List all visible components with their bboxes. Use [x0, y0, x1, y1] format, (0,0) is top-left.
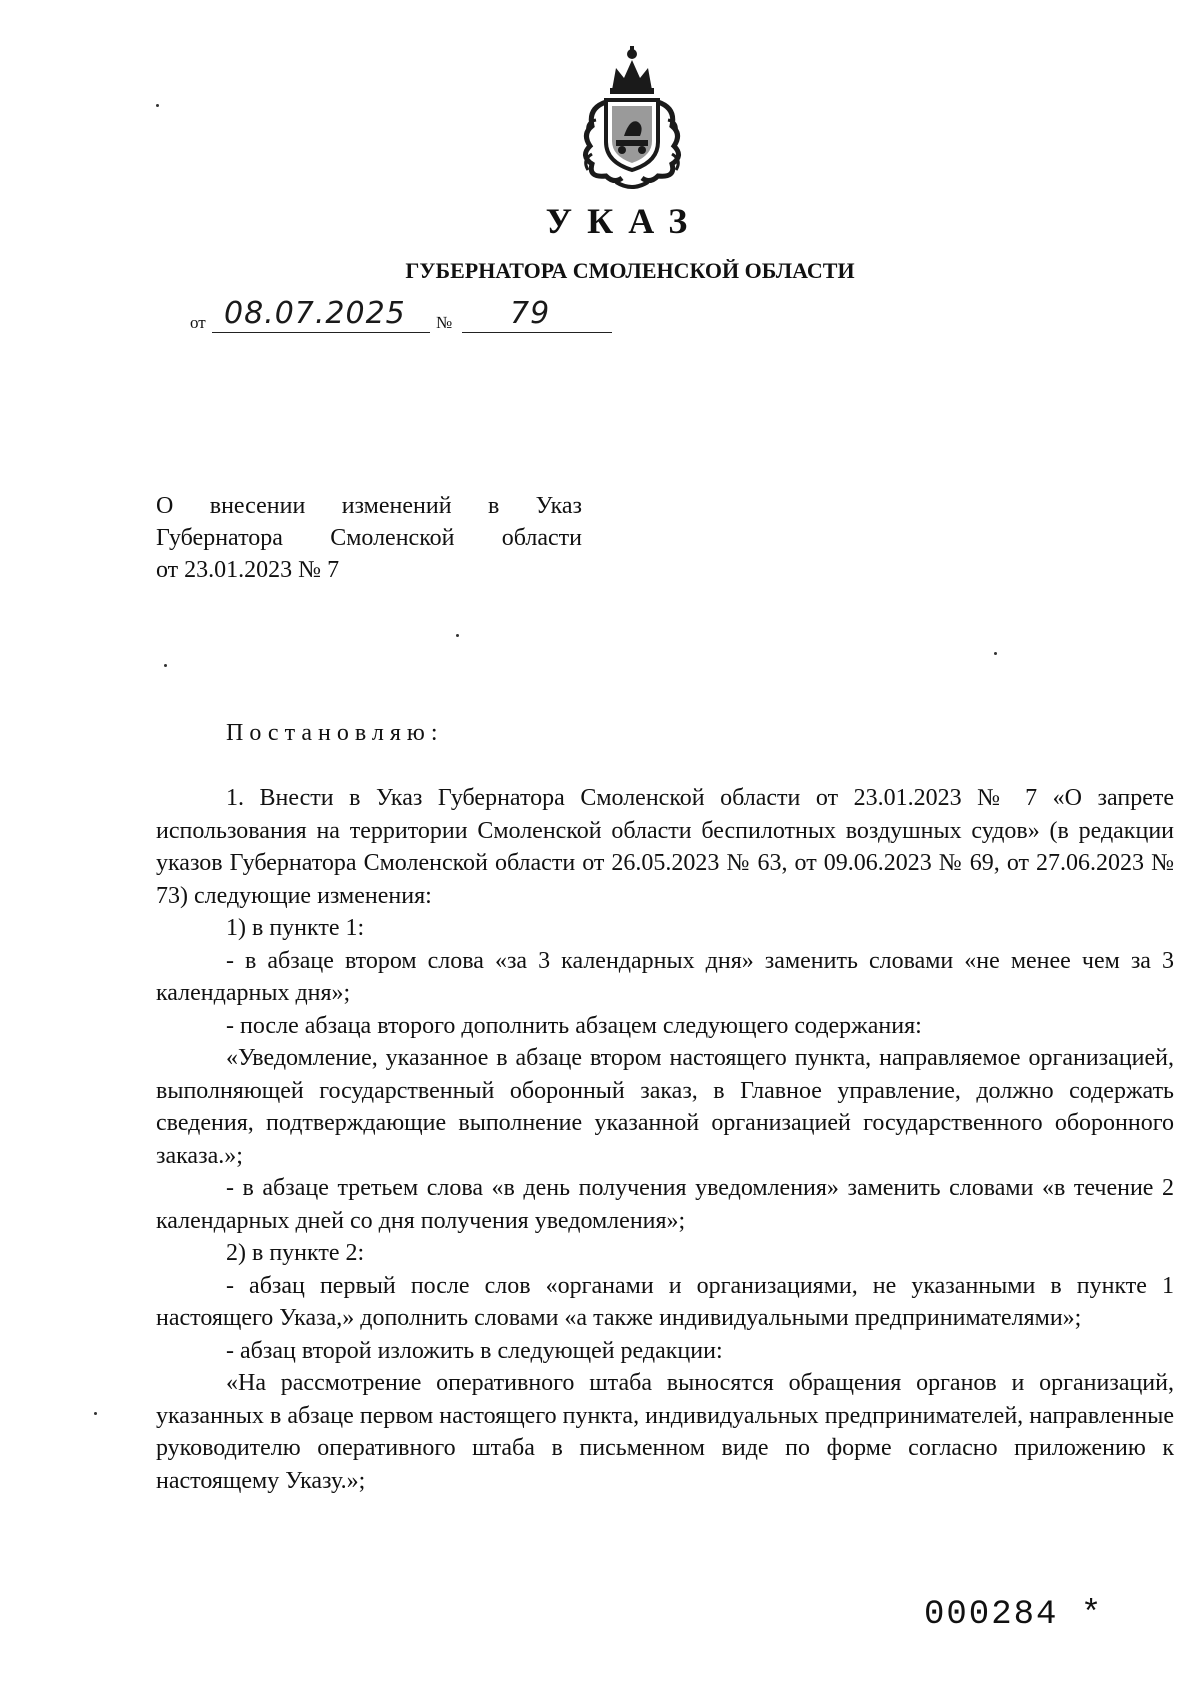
scan-speck — [994, 652, 997, 655]
body-paragraph: 2) в пункте 2: — [226, 1240, 365, 1266]
decree-title: УКАЗ — [545, 201, 703, 241]
body-paragraph: 1. Внести в Указ Губернатора Смоленской области от 23.01.2023 № 7 «О запрете использования на территории Смоленской области беспилотных воздушных судов» (в редакции указов Губернатора Смоленской области от 26.05.2023 № 63, от 09.06.2023 № 69, от 27.06.2023 № 73) следующие изменения: — [156, 785, 1174, 909]
heading-line: Губернатора Смоленской области — [156, 525, 582, 551]
decree-issuer: ГУБЕРНАТОРА СМОЛЕНСКОЙ ОБЛАСТИ — [405, 258, 855, 283]
scan-speck — [456, 634, 459, 637]
body-paragraph: - после абзаца второго дополнить абзацем следующего содержания: — [226, 1012, 922, 1039]
decree-subject-heading — [156, 490, 582, 586]
scan-speck — [94, 1412, 97, 1415]
heading-line: О внесении изменений в Указ — [156, 493, 582, 519]
body-paragraph: 1) в пункте 1: — [226, 915, 365, 941]
smolensk-coat-of-arms-emblem — [572, 42, 692, 192]
body-paragraph: - абзац второй изложить в следующей редакции: — [226, 1337, 723, 1364]
number-underline — [462, 332, 612, 333]
number-label: № — [436, 313, 453, 332]
scan-speck — [156, 104, 159, 107]
decree-body — [156, 782, 1174, 1497]
heading-line: от 23.01.2023 № 7 — [156, 557, 340, 583]
date-number-line — [190, 296, 630, 336]
handwritten-number: 79 — [510, 296, 551, 331]
body-paragraph: - абзац первый после слов «органами и организациями, не указанными в пункте 1 настоящего Указа,» дополнить словами «а также индивидуальными предпринимателями»; — [156, 1272, 1174, 1331]
body-paragraph: «Уведомление, указанное в абзаце втором настоящего пункта, направляемое организацией, выполняющей государственный оборонный заказ, в Главное управление, должно содержать сведения, подтверждающие выполнение указанной организацией государственного оборонного заказа.»; — [156, 1045, 1174, 1169]
body-paragraph: «На рассмотрение оперативного штаба выносятся обращения органов и организаций, указанных в абзаце первом настоящего пункта, индивидуальных предпринимателей, направленные руководителю оперативного штаба в письменном виде по форме согласно приложению к настоящему Указу.»; — [156, 1370, 1174, 1494]
scan-speck — [164, 664, 167, 667]
resolve-statement: Постановляю: — [226, 720, 444, 746]
handwritten-date: 08.07.2025 — [224, 296, 406, 331]
body-paragraph: - в абзаце третьем слова «в день получения уведомления» заменить словами «в течение 2 календарных дней со дня получения уведомления»; — [156, 1175, 1174, 1234]
serial-number: 000284 * — [924, 1596, 1104, 1634]
date-underline — [212, 332, 430, 333]
date-from-label: от — [190, 313, 206, 332]
body-paragraph: - в абзаце втором слова «за 3 календарных дня» заменить словами «не менее чем за 3 календарных дня»; — [156, 947, 1174, 1006]
